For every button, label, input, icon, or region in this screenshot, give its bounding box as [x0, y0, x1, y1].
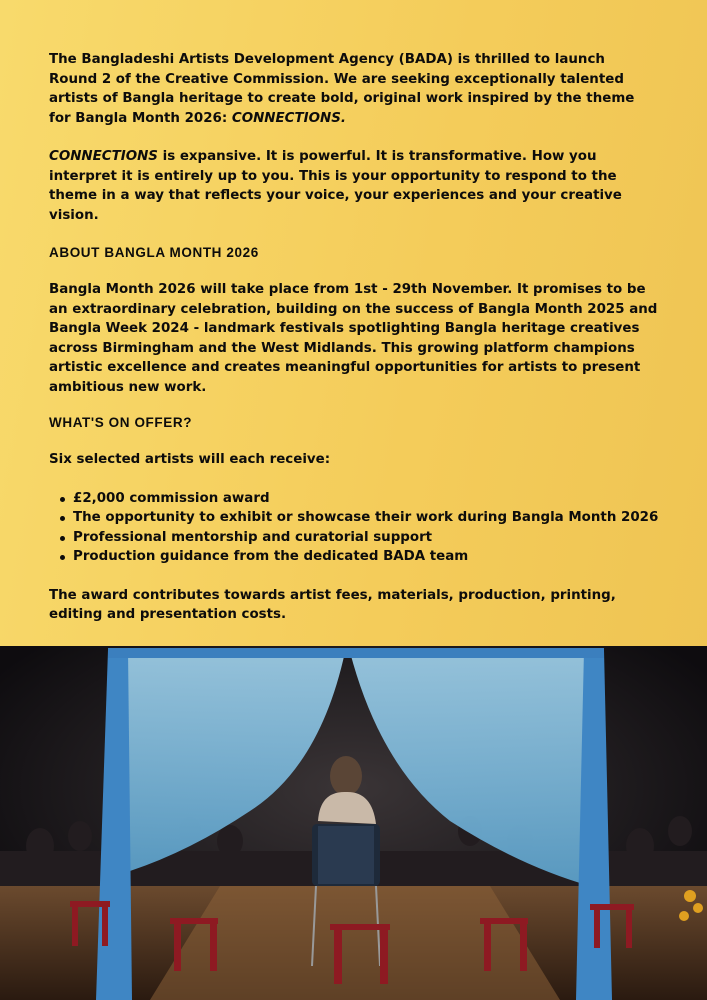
- list-item: £2,000 commission award: [49, 489, 659, 509]
- theme-name: CONNECTIONS: [49, 149, 158, 164]
- theme-text: is expansive. It is powerful. It is transformative. How you interpret it is entirely up to you. This is your opportunity to respond to the theme in a way that reflects your voice, your experiences and your creative vision.: [49, 149, 622, 223]
- list-item: Professional mentorship and curatorial support: [49, 528, 659, 548]
- about-heading: ABOUT BANGLA MONTH 2026: [49, 245, 259, 260]
- intro-theme: CONNECTIONS.: [231, 110, 346, 126]
- content-column: [49, 50, 659, 625]
- offer-lead: Six selected artists will each receive:: [49, 452, 331, 467]
- about-paragraph: Bangla Month 2026 will take place from 1st - 29th November. It promises to be an extraordinary celebration, building on the success of Bangla Month 2025 and Bangla Week 2024 - landmark festivals spotlighting Bangla heritage creatives across Birmingham and the West Midlands. This growing platform champions artistic excellence and creates meaningful opportunities for artists to present ambitious new work.: [49, 282, 658, 395]
- theme-paragraph: [49, 147, 659, 225]
- list-item: Production guidance from the dedicated BADA team: [49, 547, 659, 567]
- award-note: The award contributes towards artist fees, materials, production, printing, editing and presentation costs.: [49, 587, 616, 623]
- offer-heading: WHAT'S ON OFFER?: [49, 415, 193, 430]
- stage-photo: [0, 646, 707, 1000]
- list-item: The opportunity to exhibit or showcase their work during Bangla Month 2026: [49, 508, 659, 528]
- stage-illustration: [0, 646, 707, 1000]
- intro-paragraph: [49, 50, 639, 128]
- offer-list: [49, 489, 659, 567]
- intro-text: The Bangladeshi Artists Development Agency (BADA) is thrilled to launch Round 2 of the Creative Commission. We are seeking exceptionally talented artists of Bangla heritage to create bold, original work inspired by the theme for Bangla Month 2026:: [49, 52, 635, 126]
